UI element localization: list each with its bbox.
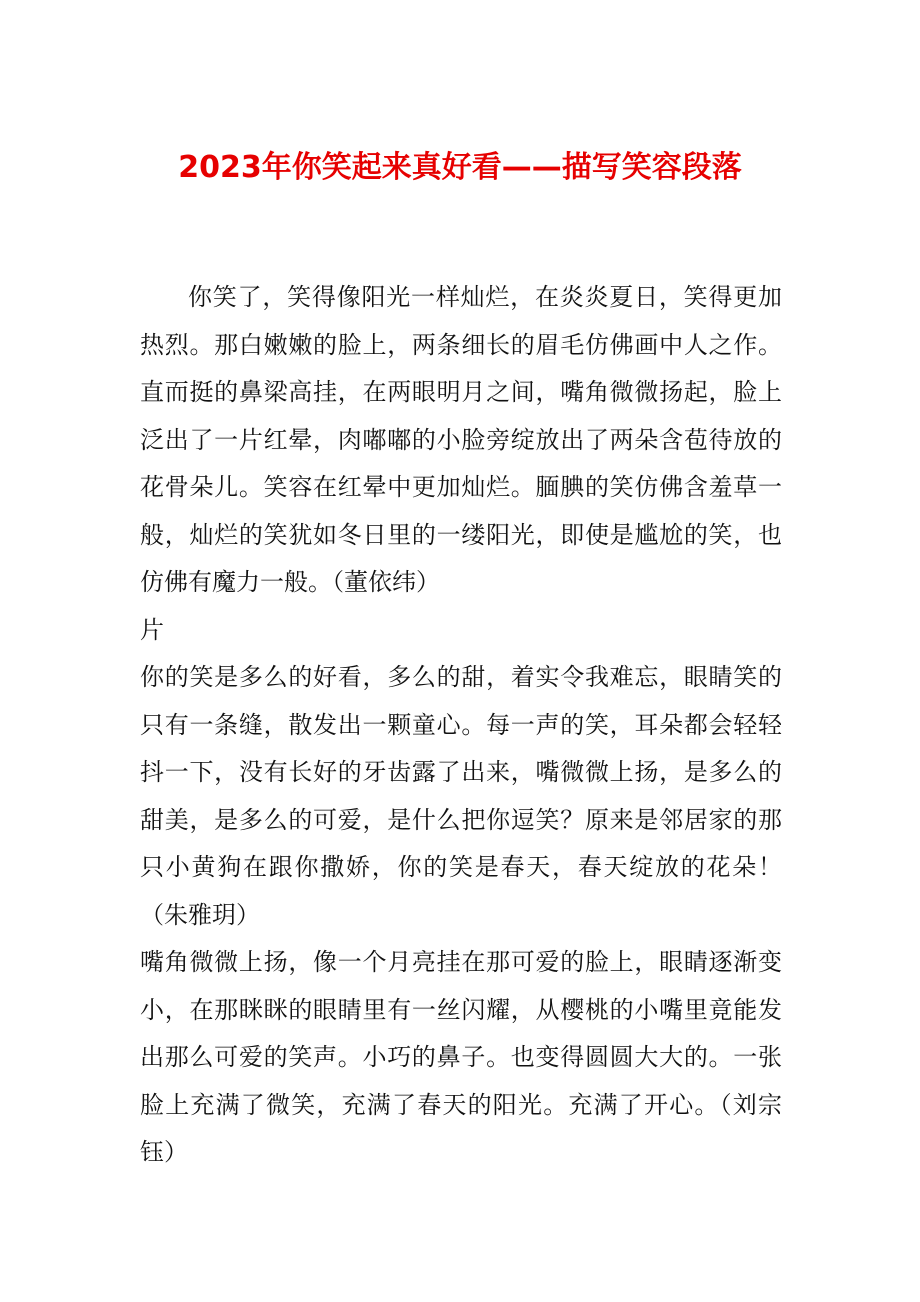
paragraph-4: 嘴角微微上扬，像一个月亮挂在那可爱的脸上，眼睛逐渐变小，在那眯眯的眼睛里有一丝闪耀，从樱桃的小嘴里竟能发出那么可爱的笑声。小巧的鼻子。也变得圆圆大大的。一张脸上充满了微笑，充满了春天的阳光。充满了开心。（刘宗钰） [140, 948, 782, 1166]
document-body [140, 274, 782, 1177]
document-title: 2023年你笑起来真好看——描写笑容段落 [178, 150, 742, 185]
paragraph-3: 你的笑是多么的好看，多么的甜，着实令我难忘，眼睛笑的只有一条缝，散发出一颗童心。每一声的笑，耳朵都会轻轻抖一下，没有长好的牙齿露了出来，嘴微微上扬，是多么的甜美，是多么的可爱，是什么把你逗笑？原来是邻居家的那只小黄狗在跟你撒娇，你的笑是春天，春天绽放的花朵！（朱雅玥） [140, 663, 782, 929]
paragraph-1: 你笑了，笑得像阳光一样灿烂，在炎炎夏日，笑得更加热烈。那白嫩嫩的脸上，两条细长的眉毛仿佛画中人之作。直而挺的鼻梁高挂，在两眼明月之间，嘴角微微扬起，脸上泛出了一片红晕，肉嘟嘟的小脸旁绽放出了两朵含苞待放的花骨朵儿。笑容在红晕中更加灿烂。腼腆的笑仿佛含羞草一般，灿烂的笑犹如冬日里的一缕阳光，即使是尴尬的笑，也仿佛有魔力一般。（董依纬） [140, 283, 782, 596]
paragraph-2: 片 [140, 615, 164, 644]
